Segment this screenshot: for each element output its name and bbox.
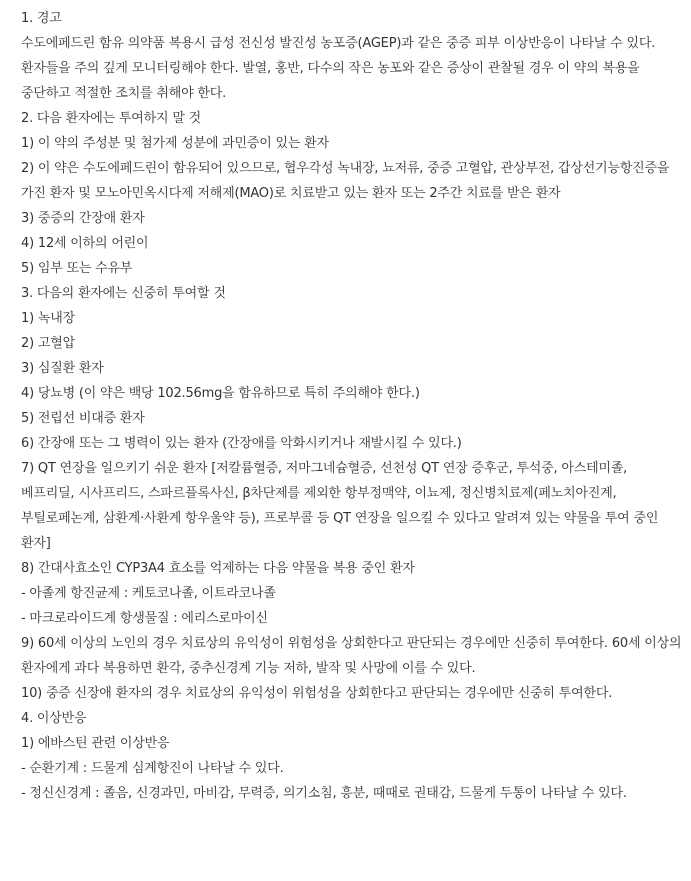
adverse-reaction-neuropsychiatric: - 정신신경계 : 졸음, 신경과민, 마비감, 무력증, 의기소침, 흥분, 때때로 권태감, 드물게 두통이 나타날 수 있다.: [21, 786, 627, 801]
caution-item-8: 8) 간대사효소인 CYP3A4 효소를 억제하는 다음 약물을 복용 중인 환자: [21, 561, 415, 576]
contraindication-item-5: 5) 임부 또는 수유부: [21, 261, 133, 276]
caution-item-2: 2) 고혈압: [21, 336, 75, 351]
caution-sub-item-azole: - 아졸계 항진균제 : 케토코나졸, 이트라코나졸: [21, 586, 276, 601]
adverse-reaction-item-1: 1) 에바스틴 관련 이상반응: [21, 736, 170, 751]
paragraph-agep-warning: 수도에페드린 함유 의약품 복용시 급성 전신성 발진성 농포증(AGEP)과 같은 중증 피부 이상반응이 나타날 수 있다. 환자들을 주의 깊게 모니터링해야 한다. 발열, 홍반, 다수의 작은 농포와 같은 증상이 관찰될 경우 이 약의 복용을 중단하고 적절한 조치를 취해야 한다.: [21, 36, 656, 101]
section-heading-warning: 1. 경고: [21, 11, 62, 26]
caution-item-10: 10) 중증 신장애 환자의 경우 치료상의 유익성이 위험성을 상회한다고 판단되는 경우에만 신중히 투여한다.: [21, 686, 613, 701]
caution-item-1: 1) 녹내장: [21, 311, 75, 326]
caution-item-3: 3) 심질환 환자: [21, 361, 104, 376]
caution-item-9: 9) 60세 이상의 노인의 경우 치료상의 유익성이 위험성을 상회한다고 판단되는 경우에만 신중히 투여한다. 60세 이상의 환자에게 과다 복용하면 환각, 중추신경계 기능 저하, 발작 및 사망에 이를 수 있다.: [21, 636, 682, 676]
caution-sub-item-macrolide: - 마크로라이드계 항생물질 : 에리스로마이신: [21, 611, 268, 626]
caution-item-5: 5) 전립선 비대증 환자: [21, 411, 145, 426]
section-heading-adverse-reactions: 4. 이상반응: [21, 711, 87, 726]
caution-item-6: 6) 간장애 또는 그 병력이 있는 환자 (간장애를 악화시키거나 재발시킬 수 있다.): [21, 436, 462, 451]
contraindication-item-1: 1) 이 약의 주성분 및 첨가제 성분에 과민증이 있는 환자: [21, 136, 329, 151]
contraindication-item-2: 2) 이 약은 수도에페드린이 함유되어 있으므로, 협우각성 녹내장, 뇨저류, 중증 고혈압, 관상부전, 갑상선기능항진증을 가진 환자 및 모노아민옥시다제 저해제(MAO)로 치료받고 있는 환자 또는 2주간 치료를 받은 환자: [21, 161, 670, 201]
caution-item-7: 7) QT 연장을 일으키기 쉬운 환자 [저칼륨혈증, 저마그네슘혈증, 선천성 QT 연장 증후군, 투석중, 아스테미졸, 베프리딜, 시사프리드, 스파르플록사신, β차단제를 제외한 항부정맥약, 이뇨제, 정신병치료제(페노치아진계, 부틸로페논계, 삼환계·사환계 항우울약 등), 프로부콜 등 QT 연장을 일으킬 수 있다고 알려져 있는 약물을 투여 중인 환자]: [21, 461, 659, 551]
section-heading-caution: 3. 다음의 환자에는 신중히 투여할 것: [21, 286, 226, 301]
section-heading-contraindications: 2. 다음 환자에는 투여하지 말 것: [21, 111, 201, 126]
adverse-reaction-circulatory: - 순환기계 : 드물게 심계항진이 나타날 수 있다.: [21, 761, 284, 776]
contraindication-item-4: 4) 12세 이하의 어린이: [21, 236, 149, 251]
caution-item-4: 4) 당뇨병 (이 약은 백당 102.56mg을 함유하므로 특히 주의해야 한다.): [21, 386, 420, 401]
contraindication-item-3: 3) 중증의 간장애 환자: [21, 211, 145, 226]
